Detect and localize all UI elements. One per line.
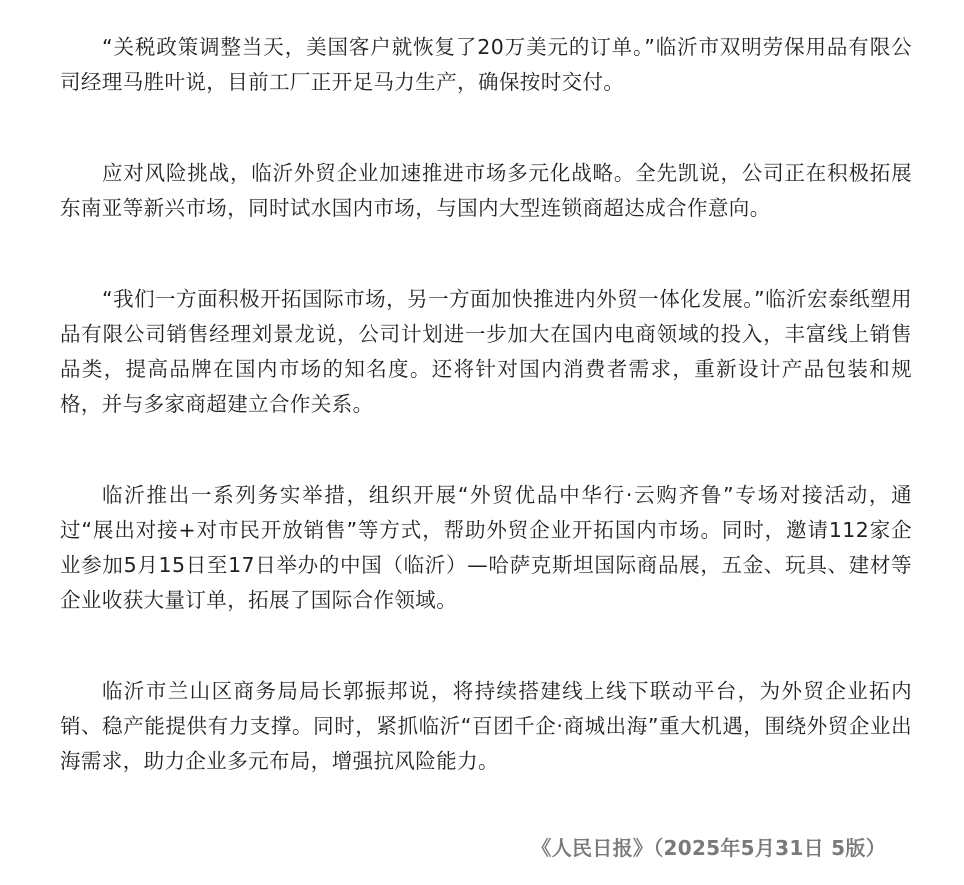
article-paragraph-3: “我们一方面积极开拓国际市场，另一方面加快推进内外贸一体化发展。”临沂宏泰纸塑用品有限公司销售经理刘景龙说，公司计划进一步加大在国内电商领域的投入，丰富线上销售品类，提高品牌在国内市场的知名度。还将针对国内消费者需求，重新设计产品包装和规格，并与多家商超建立合作关系。: [60, 287, 912, 416]
article-source: 《人民日报》（2025年5月31日 5版）: [531, 836, 886, 860]
article-paragraph-5: 临沂市兰山区商务局局长郭振邦说，将持续搭建线上线下联动平台，为外贸企业拓内销、稳产能提供有力支撑。同时，紧抓临沂“百团千企·商城出海”重大机遇，围绕外贸企业出海需求，助力企业多元布局，增强抗风险能力。: [60, 679, 912, 773]
article-paragraph-2: 应对风险挑战，临沂外贸企业加速推进市场多元化战略。全先凯说，公司正在积极拓展东南亚等新兴市场，同时试水国内市场，与国内大型连锁商超达成合作意向。: [60, 161, 912, 220]
article-body: [60, 30, 912, 779]
article-paragraph-4: 临沂推出一系列务实举措，组织开展“外贸优品中华行·云购齐鲁”专场对接活动，通过“展出对接+对市民开放销售”等方式，帮助外贸企业开拓国内市场。同时，邀请112家企业参加5月15日至17日举办的中国（临沂）—哈萨克斯坦国际商品展，五金、玩具、建材等企业收获大量订单，拓展了国际合作领域。: [60, 483, 912, 612]
article-paragraph-1: “关税政策调整当天，美国客户就恢复了20万美元的订单。”临沂市双明劳保用品有限公司经理马胜叶说，目前工厂正开足马力生产，确保按时交付。: [60, 35, 912, 94]
